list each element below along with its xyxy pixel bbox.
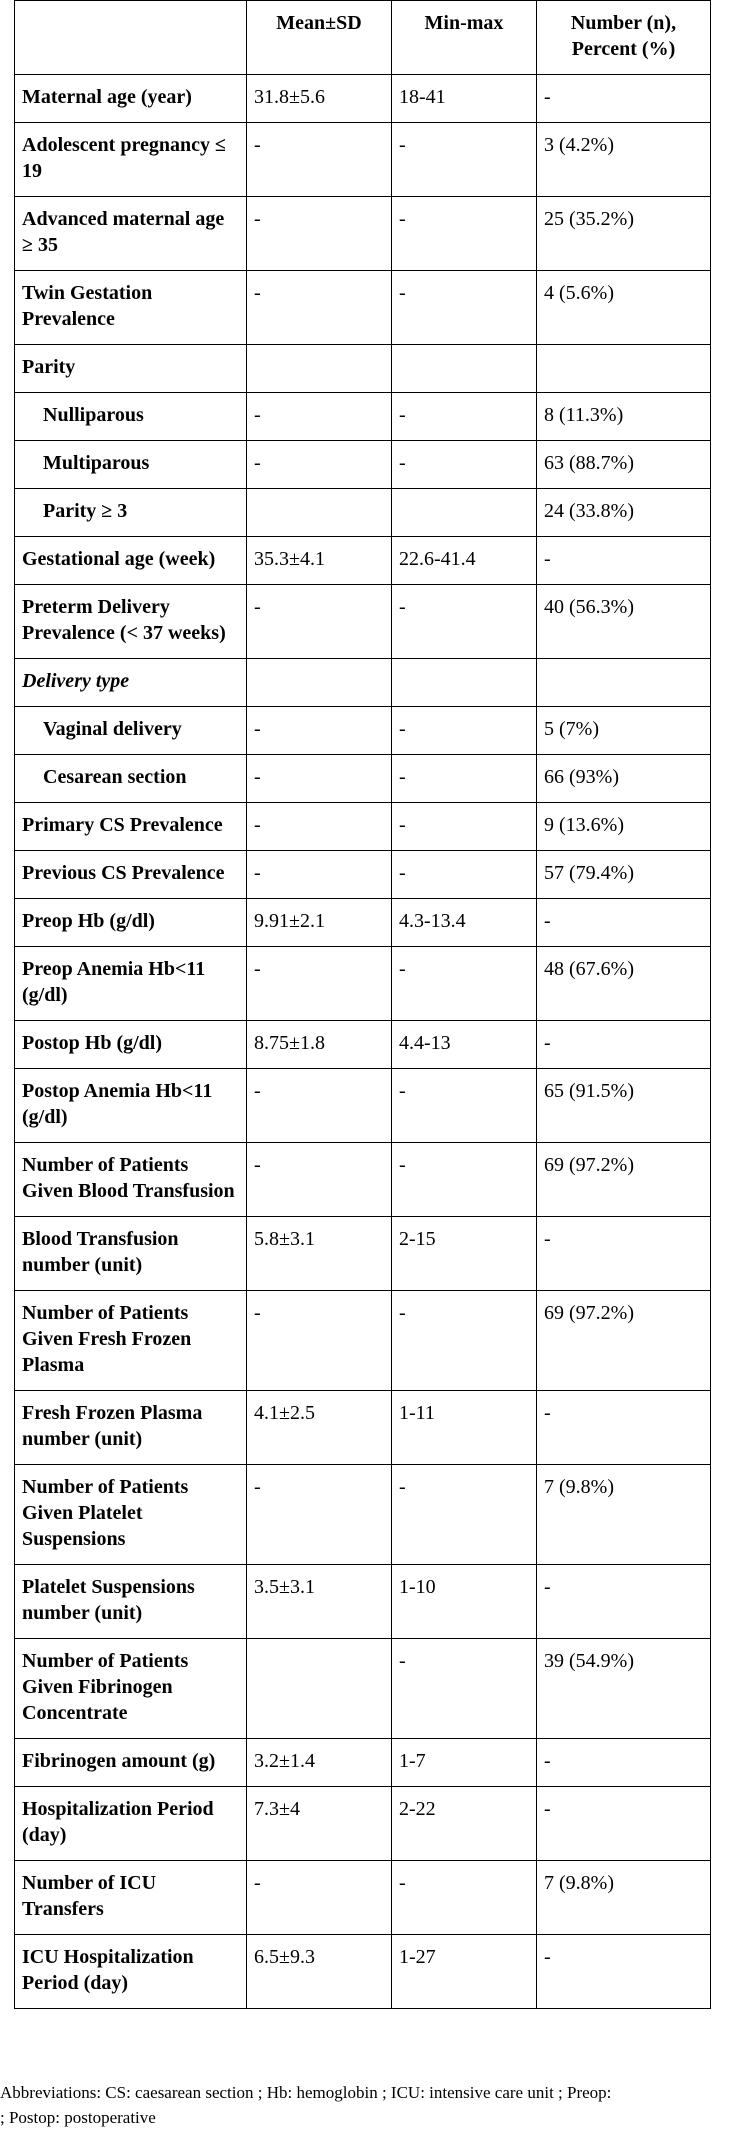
cell-number: 5 (7%)	[537, 707, 711, 755]
cell-minmax: -	[392, 585, 537, 659]
cell-minmax: -	[392, 197, 537, 271]
cell-mean: -	[247, 803, 392, 851]
table-row	[15, 393, 711, 441]
abbreviations-footnote	[0, 2080, 730, 2130]
cell-minmax: -	[392, 851, 537, 899]
cell-minmax: 4.4-13	[392, 1021, 537, 1069]
cell-mean: -	[247, 123, 392, 197]
cell-minmax: 18-41	[392, 75, 537, 123]
cell-number: -	[537, 1217, 711, 1291]
cell-number	[537, 345, 711, 393]
table-row	[15, 1143, 711, 1217]
cell-mean	[247, 659, 392, 707]
cell-minmax: -	[392, 1069, 537, 1143]
cell-number: -	[537, 1565, 711, 1639]
cell-number: -	[537, 1739, 711, 1787]
cell-number: -	[537, 1391, 711, 1465]
cell-number: -	[537, 899, 711, 947]
row-label: Advanced maternal age ≥ 35	[15, 197, 247, 271]
cell-mean: 5.8±3.1	[247, 1217, 392, 1291]
table-row	[15, 899, 711, 947]
cell-minmax: -	[392, 1291, 537, 1391]
cell-number: 69 (97.2%)	[537, 1143, 711, 1217]
table-row	[15, 1217, 711, 1291]
row-label: Preterm Delivery Prevalence (< 37 weeks)	[15, 585, 247, 659]
cell-number: 7 (9.8%)	[537, 1465, 711, 1565]
cell-mean: -	[247, 947, 392, 1021]
row-label: Adolescent pregnancy ≤ 19	[15, 123, 247, 197]
cell-minmax: 1-10	[392, 1565, 537, 1639]
cell-number: -	[537, 537, 711, 585]
table-row	[15, 441, 711, 489]
table-row	[15, 123, 711, 197]
cell-number: 3 (4.2%)	[537, 123, 711, 197]
table-row	[15, 851, 711, 899]
cell-number: 24 (33.8%)	[537, 489, 711, 537]
cell-mean: 4.1±2.5	[247, 1391, 392, 1465]
cell-number: 8 (11.3%)	[537, 393, 711, 441]
row-label: Nulliparous	[15, 393, 247, 441]
cell-mean: 6.5±9.3	[247, 1935, 392, 2009]
cell-number: 63 (88.7%)	[537, 441, 711, 489]
cell-mean: -	[247, 271, 392, 345]
header-min-max: Min-max	[392, 1, 537, 75]
header-blank	[15, 1, 247, 75]
row-label: Number of Patients Given Blood Transfusion	[15, 1143, 247, 1217]
table-row	[15, 1639, 711, 1739]
cell-minmax: -	[392, 755, 537, 803]
cell-number: -	[537, 75, 711, 123]
row-label: Postop Anemia Hb<11 (g/dl)	[15, 1069, 247, 1143]
cell-number: 65 (91.5%)	[537, 1069, 711, 1143]
cell-mean: -	[247, 393, 392, 441]
row-label: Platelet Suspensions number (unit)	[15, 1565, 247, 1639]
cell-mean: 7.3±4	[247, 1787, 392, 1861]
cell-mean: 3.5±3.1	[247, 1565, 392, 1639]
cell-number: 4 (5.6%)	[537, 271, 711, 345]
table-row	[15, 1739, 711, 1787]
table-row	[15, 1391, 711, 1465]
cell-mean: -	[247, 1069, 392, 1143]
cell-number: 39 (54.9%)	[537, 1639, 711, 1739]
cell-minmax: -	[392, 123, 537, 197]
cell-mean: -	[247, 851, 392, 899]
row-label: Previous CS Prevalence	[15, 851, 247, 899]
cell-number: -	[537, 1787, 711, 1861]
table-row	[15, 1861, 711, 1935]
cell-mean: -	[247, 1861, 392, 1935]
cell-minmax: 22.6-41.4	[392, 537, 537, 585]
cell-mean: 9.91±2.1	[247, 899, 392, 947]
row-label: Number of ICU Transfers	[15, 1861, 247, 1935]
cell-minmax	[392, 345, 537, 393]
cell-mean: -	[247, 755, 392, 803]
row-label: Maternal age (year)	[15, 75, 247, 123]
cell-minmax: -	[392, 1465, 537, 1565]
row-label: Parity	[15, 345, 247, 393]
table-row	[15, 197, 711, 271]
cell-mean: -	[247, 585, 392, 659]
table-row	[15, 271, 711, 345]
table-row	[15, 1565, 711, 1639]
cell-minmax: -	[392, 803, 537, 851]
row-label: ICU Hospitalization Period (day)	[15, 1935, 247, 2009]
table-row	[15, 345, 711, 393]
cell-minmax: 1-27	[392, 1935, 537, 2009]
cell-mean: -	[247, 1291, 392, 1391]
cell-mean: -	[247, 197, 392, 271]
cell-mean: -	[247, 441, 392, 489]
cell-mean	[247, 489, 392, 537]
cell-number: -	[537, 1935, 711, 2009]
table-row	[15, 707, 711, 755]
table-row	[15, 75, 711, 123]
cell-minmax: -	[392, 1639, 537, 1739]
cell-mean: -	[247, 1465, 392, 1565]
cell-mean: -	[247, 1143, 392, 1217]
row-label: Fresh Frozen Plasma number (unit)	[15, 1391, 247, 1465]
cell-number: 40 (56.3%)	[537, 585, 711, 659]
table-body	[15, 75, 711, 2009]
cell-mean: -	[247, 707, 392, 755]
cell-mean: 3.2±1.4	[247, 1739, 392, 1787]
cell-minmax: -	[392, 707, 537, 755]
table-row	[15, 1069, 711, 1143]
row-label: Number of Patients Given Platelet Suspensions	[15, 1465, 247, 1565]
cell-mean: 35.3±4.1	[247, 537, 392, 585]
row-label: Hospitalization Period (day)	[15, 1787, 247, 1861]
cell-minmax	[392, 489, 537, 537]
row-label: Preop Hb (g/dl)	[15, 899, 247, 947]
table-row	[15, 659, 711, 707]
row-label: Postop Hb (g/dl)	[15, 1021, 247, 1069]
table-row	[15, 1787, 711, 1861]
cell-minmax: 2-22	[392, 1787, 537, 1861]
cell-number: 7 (9.8%)	[537, 1861, 711, 1935]
header-number-percent: Number (n), Percent (%)	[537, 1, 711, 75]
table-header-row	[15, 1, 711, 75]
row-label: Parity ≥ 3	[15, 489, 247, 537]
cell-number: 9 (13.6%)	[537, 803, 711, 851]
row-label: Blood Transfusion number (unit)	[15, 1217, 247, 1291]
cell-mean	[247, 345, 392, 393]
cell-minmax: -	[392, 393, 537, 441]
row-label: Delivery type	[15, 659, 247, 707]
row-label: Cesarean section	[15, 755, 247, 803]
footnote-line-1: Abbreviations: CS: caesarean section ; Hb: hemoglobin ; ICU: intensive care unit ; Preop:	[0, 2083, 612, 2102]
cell-minmax: 1-7	[392, 1739, 537, 1787]
cell-mean: 8.75±1.8	[247, 1021, 392, 1069]
row-label: Multiparous	[15, 441, 247, 489]
cell-number: 25 (35.2%)	[537, 197, 711, 271]
cell-number: 57 (79.4%)	[537, 851, 711, 899]
cell-number: 48 (67.6%)	[537, 947, 711, 1021]
cell-minmax: 1-11	[392, 1391, 537, 1465]
cell-number: -	[537, 1021, 711, 1069]
cell-minmax: -	[392, 441, 537, 489]
table-row	[15, 489, 711, 537]
cell-minmax: -	[392, 947, 537, 1021]
table-row	[15, 585, 711, 659]
cell-minmax: -	[392, 1143, 537, 1217]
row-label: Preop Anemia Hb<11 (g/dl)	[15, 947, 247, 1021]
row-label: Gestational age (week)	[15, 537, 247, 585]
row-label: Twin Gestation Prevalence	[15, 271, 247, 345]
table-row	[15, 537, 711, 585]
cell-minmax: -	[392, 1861, 537, 1935]
cell-minmax	[392, 659, 537, 707]
cell-mean	[247, 1639, 392, 1739]
row-label: Number of Patients Given Fresh Frozen Plasma	[15, 1291, 247, 1391]
header-mean-sd: Mean±SD	[247, 1, 392, 75]
table-row	[15, 947, 711, 1021]
cell-number: 69 (97.2%)	[537, 1291, 711, 1391]
row-label: Vaginal delivery	[15, 707, 247, 755]
data-table	[14, 0, 711, 2009]
cell-number: 66 (93%)	[537, 755, 711, 803]
table-row	[15, 755, 711, 803]
table-row	[15, 1935, 711, 2009]
table-row	[15, 1021, 711, 1069]
table-row	[15, 1465, 711, 1565]
table-row	[15, 1291, 711, 1391]
footnote-line-2: ; Postop: postoperative	[0, 2108, 156, 2127]
cell-minmax: 4.3-13.4	[392, 899, 537, 947]
cell-minmax: 2-15	[392, 1217, 537, 1291]
table-row	[15, 803, 711, 851]
cell-minmax: -	[392, 271, 537, 345]
cell-mean: 31.8±5.6	[247, 75, 392, 123]
row-label: Primary CS Prevalence	[15, 803, 247, 851]
cell-number	[537, 659, 711, 707]
row-label: Fibrinogen amount (g)	[15, 1739, 247, 1787]
row-label: Number of Patients Given Fibrinogen Concentrate	[15, 1639, 247, 1739]
